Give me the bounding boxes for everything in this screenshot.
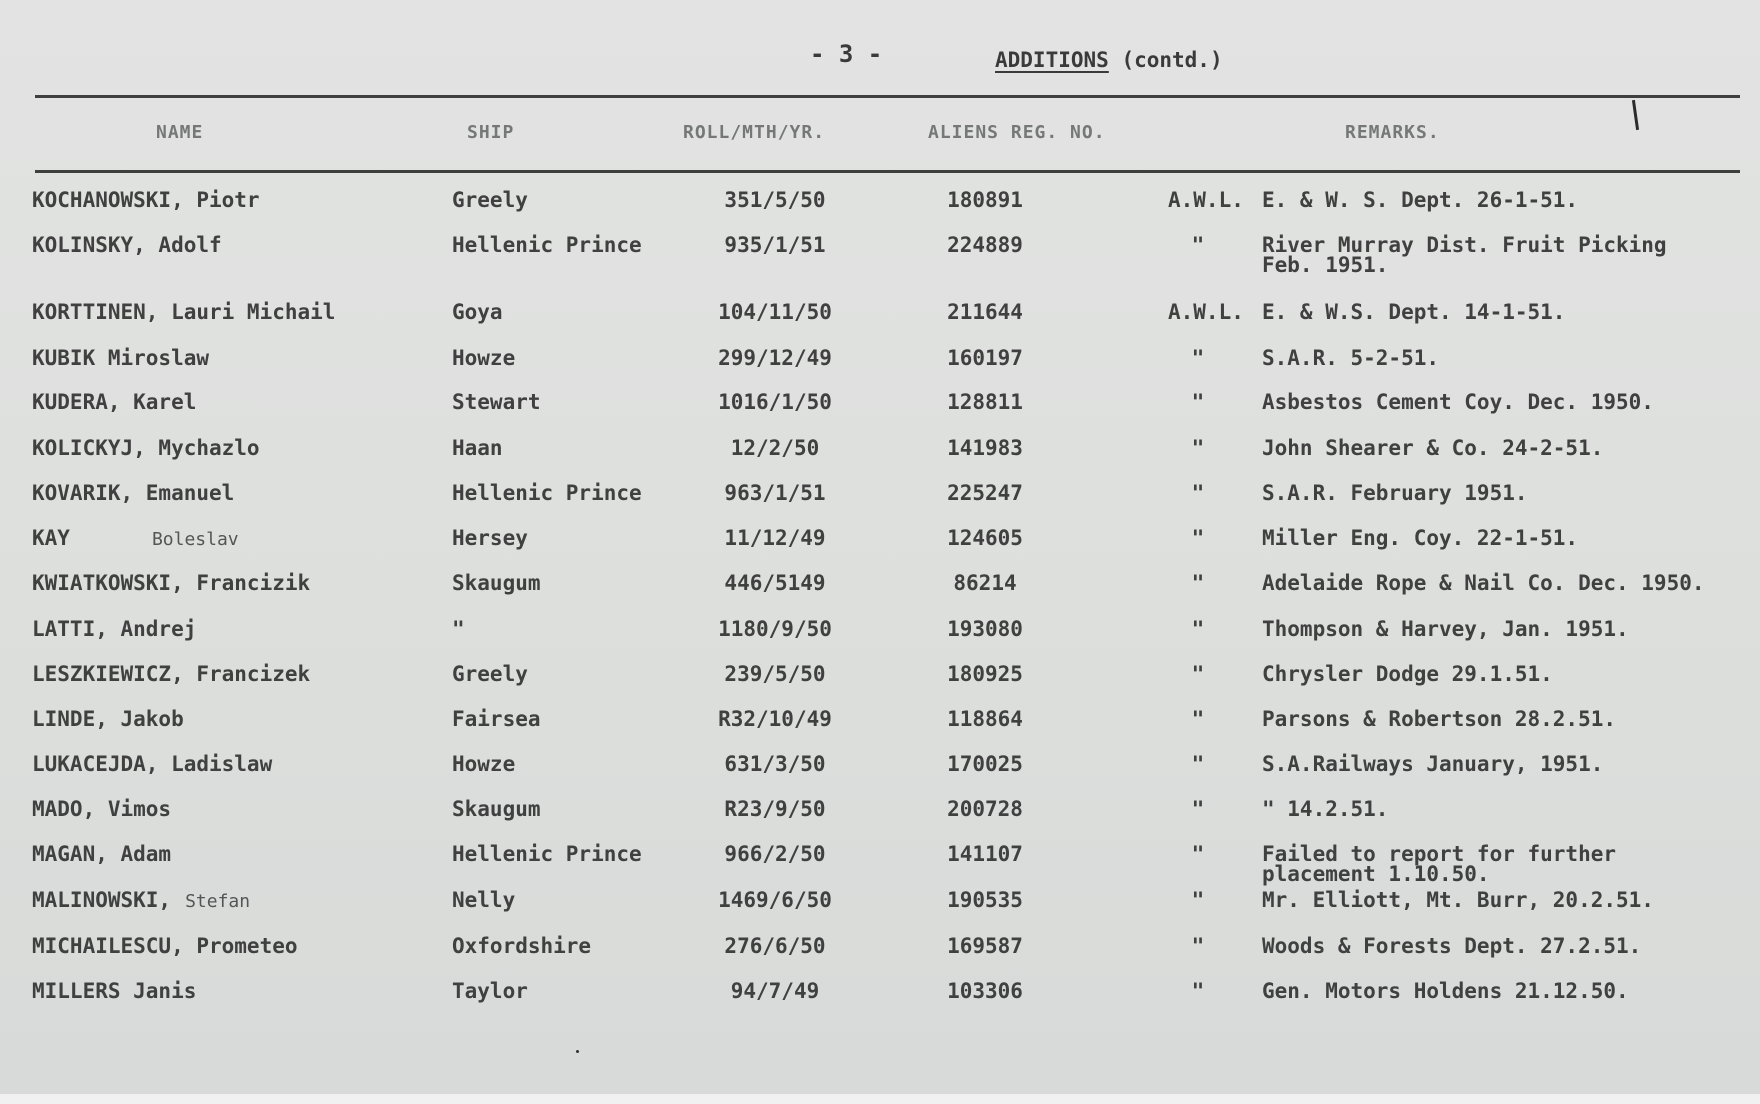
ship-cell: Fairsea bbox=[452, 707, 541, 731]
remark-prefix-cell: " bbox=[1191, 617, 1205, 641]
roll-cell: 94/7/49 bbox=[730, 979, 820, 1003]
name-cell bbox=[32, 233, 222, 257]
remark-prefix-cell: " bbox=[1191, 233, 1205, 257]
ship-cell: Hellenic Prince bbox=[452, 842, 642, 866]
roll-cell: 299/12/49 bbox=[718, 346, 832, 370]
ship-cell: Greely bbox=[452, 188, 528, 212]
ship-cell: Skaugum bbox=[452, 571, 541, 595]
ship-cell: Howze bbox=[452, 346, 516, 370]
remark-cell: Woods & Forests Dept. 27.2.51. bbox=[1262, 934, 1642, 958]
remark-cell: Chrysler Dodge 29.1.51. bbox=[1262, 662, 1553, 686]
remark-prefix-cell: " bbox=[1191, 888, 1205, 912]
remark-cell: Parsons & Robertson 28.2.51. bbox=[1262, 707, 1617, 731]
remark-prefix-cell: " bbox=[1191, 752, 1205, 776]
ship-cell: Stewart bbox=[452, 390, 541, 414]
name-cell bbox=[32, 934, 298, 958]
reg-cell: 86214 bbox=[953, 571, 1017, 595]
name-typed: MADO, Vimos bbox=[32, 797, 172, 821]
table-row bbox=[0, 233, 1760, 277]
name-typed: LUKACEJDA, Ladislaw bbox=[32, 752, 273, 776]
table-row bbox=[0, 526, 1760, 566]
remark-prefix-cell: " bbox=[1191, 436, 1205, 460]
name-cell bbox=[32, 481, 234, 505]
remark-prefix-cell: A.W.L. bbox=[1168, 300, 1244, 324]
name-typed: KOCHANOWSKI, Piotr bbox=[32, 188, 260, 212]
roll-cell: 104/11/50 bbox=[718, 300, 832, 324]
remark-cell: Gen. Motors Holdens 21.12.50. bbox=[1262, 979, 1629, 1003]
paper-speck bbox=[576, 1050, 579, 1053]
remark-prefix-cell: " bbox=[1191, 707, 1205, 731]
name-cell bbox=[32, 571, 310, 595]
name-cell bbox=[32, 842, 171, 866]
name-cell bbox=[32, 526, 239, 550]
ship-cell: Hellenic Prince bbox=[452, 233, 642, 257]
name-cell bbox=[32, 617, 196, 641]
header-rule bbox=[35, 170, 1740, 173]
reg-cell: 224889 bbox=[947, 233, 1023, 257]
roll-cell: 966/2/50 bbox=[724, 842, 826, 866]
table-row bbox=[0, 571, 1760, 611]
remark-cell: E. & W. S. Dept. 26-1-51. bbox=[1262, 188, 1579, 212]
remark-cell: John Shearer & Co. 24-2-51. bbox=[1262, 436, 1604, 460]
reg-cell: 193080 bbox=[947, 617, 1023, 641]
reg-cell: 211644 bbox=[947, 300, 1023, 324]
name-cell bbox=[32, 390, 196, 414]
name-cell bbox=[32, 707, 184, 731]
name-typed: KUDERA, Karel bbox=[32, 390, 197, 414]
reg-cell: 180925 bbox=[947, 662, 1023, 686]
name-cell bbox=[32, 662, 310, 686]
table-row bbox=[0, 707, 1760, 747]
remark-prefix-cell: " bbox=[1191, 571, 1205, 595]
table-row bbox=[0, 617, 1760, 657]
ship-cell: Greely bbox=[452, 662, 528, 686]
column-header-roll: ROLL/MTH/YR. bbox=[683, 122, 826, 143]
name-typed: LESZKIEWICZ, Francizek bbox=[32, 662, 311, 686]
roll-cell: 1469/6/50 bbox=[718, 888, 832, 912]
remark-prefix-cell: " bbox=[1191, 842, 1205, 866]
remark-cell: Asbestos Cement Coy. Dec. 1950. bbox=[1262, 390, 1654, 414]
remark-cell: S.A.R. 5-2-51. bbox=[1262, 346, 1440, 370]
remark-prefix-cell: " bbox=[1191, 390, 1205, 414]
ship-cell: Howze bbox=[452, 752, 516, 776]
name-cell bbox=[32, 979, 196, 1003]
ship-cell: " bbox=[452, 617, 465, 641]
reg-cell: 190535 bbox=[947, 888, 1023, 912]
name-cell bbox=[32, 436, 260, 460]
remark-prefix-cell: " bbox=[1191, 662, 1205, 686]
column-header-reg: ALIENS REG. NO. bbox=[928, 122, 1106, 143]
remark-cell: Adelaide Rope & Nail Co. Dec. 1950. bbox=[1262, 571, 1705, 595]
table-row bbox=[0, 979, 1760, 1019]
remark-prefix-cell: " bbox=[1191, 797, 1205, 821]
name-cell bbox=[32, 752, 272, 776]
table-row bbox=[0, 188, 1760, 228]
name-typed: KWIATKOWSKI, Francizik bbox=[32, 571, 311, 595]
table-row bbox=[0, 934, 1760, 974]
name-typed: KAY bbox=[32, 526, 70, 550]
reg-cell: 103306 bbox=[947, 979, 1023, 1003]
remark-prefix-cell: " bbox=[1191, 934, 1205, 958]
table-row bbox=[0, 481, 1760, 521]
column-header-name: NAME bbox=[156, 122, 204, 143]
name-typed: KOVARIK, Emanuel bbox=[32, 481, 235, 505]
roll-cell: 239/5/50 bbox=[724, 662, 826, 686]
top-rule bbox=[35, 95, 1740, 98]
table-row bbox=[0, 842, 1760, 886]
table-row bbox=[0, 752, 1760, 792]
name-handwritten: Boleslav bbox=[151, 529, 239, 550]
roll-cell: 631/3/50 bbox=[724, 752, 826, 776]
ship-cell: Nelly bbox=[452, 888, 516, 912]
name-typed: LATTI, Andrej bbox=[32, 617, 197, 641]
ship-cell: Goya bbox=[452, 300, 503, 324]
table-row bbox=[0, 390, 1760, 430]
roll-cell: 935/1/51 bbox=[724, 233, 826, 257]
ship-cell: Taylor bbox=[452, 979, 528, 1003]
column-header-remarks: REMARKS. bbox=[1345, 122, 1440, 143]
ship-cell: Hellenic Prince bbox=[452, 481, 642, 505]
name-typed: MICHAILESCU, Prometeo bbox=[32, 934, 298, 958]
roll-cell: 963/1/51 bbox=[724, 481, 826, 505]
name-typed: KOLICKYJ, Mychazlo bbox=[32, 436, 260, 460]
remark-cell: E. & W.S. Dept. 14-1-51. bbox=[1262, 300, 1566, 324]
ship-cell: Haan bbox=[452, 436, 503, 460]
name-typed: KOLINSKY, Adolf bbox=[32, 233, 222, 257]
table-row bbox=[0, 300, 1760, 340]
table-row bbox=[0, 346, 1760, 386]
remark-cell: S.A.Railways January, 1951. bbox=[1262, 752, 1604, 776]
ship-cell: Oxfordshire bbox=[452, 934, 592, 958]
name-typed: LINDE, Jakob bbox=[32, 707, 184, 731]
reg-cell: 124605 bbox=[947, 526, 1023, 550]
reg-cell: 225247 bbox=[947, 481, 1023, 505]
name-cell bbox=[32, 300, 335, 324]
reg-cell: 118864 bbox=[947, 707, 1023, 731]
name-cell bbox=[32, 188, 260, 212]
roll-cell: R23/9/50 bbox=[724, 797, 826, 821]
reg-cell: 180891 bbox=[947, 188, 1023, 212]
name-typed: MAGAN, Adam bbox=[32, 842, 172, 866]
name-cell bbox=[32, 797, 171, 821]
roll-cell: 12/2/50 bbox=[730, 436, 820, 460]
remark-cell: Thompson & Harvey, Jan. 1951. bbox=[1262, 617, 1629, 641]
page-title bbox=[995, 48, 1223, 72]
roll-cell: 276/6/50 bbox=[724, 934, 826, 958]
remark-cell: River Murray Dist. Fruit Picking Feb. 1951. bbox=[1262, 233, 1667, 277]
reg-cell: 141983 bbox=[947, 436, 1023, 460]
name-cell bbox=[32, 346, 209, 370]
roll-cell: 351/5/50 bbox=[724, 188, 826, 212]
remark-prefix-cell: " bbox=[1191, 346, 1205, 370]
roll-cell: 446/5149 bbox=[724, 571, 826, 595]
page-title-main: ADDITIONS bbox=[995, 48, 1109, 72]
reg-cell: 169587 bbox=[947, 934, 1023, 958]
reg-cell: 141107 bbox=[947, 842, 1023, 866]
remark-cell: S.A.R. February 1951. bbox=[1262, 481, 1528, 505]
remark-cell: Mr. Elliott, Mt. Burr, 20.2.51. bbox=[1262, 888, 1654, 912]
name-cell bbox=[32, 888, 250, 912]
ship-cell: Skaugum bbox=[452, 797, 541, 821]
name-typed: KUBIK Miroslaw bbox=[32, 346, 210, 370]
remark-cell: Failed to report for further placement 1.10.50. bbox=[1262, 842, 1617, 886]
remark-prefix-cell: A.W.L. bbox=[1168, 188, 1244, 212]
table-row bbox=[0, 888, 1760, 928]
roll-cell: 11/12/49 bbox=[724, 526, 826, 550]
remark-prefix-cell: " bbox=[1191, 481, 1205, 505]
remark-prefix-cell: " bbox=[1191, 526, 1205, 550]
column-header-ship: SHIP bbox=[467, 122, 515, 143]
remark-prefix-cell: " bbox=[1191, 979, 1205, 1003]
name-handwritten: Stefan bbox=[185, 891, 251, 912]
name-typed: MILLERS Janis bbox=[32, 979, 197, 1003]
reg-cell: 128811 bbox=[947, 390, 1023, 414]
remark-cell: Miller Eng. Coy. 22-1-51. bbox=[1262, 526, 1579, 550]
table-row bbox=[0, 662, 1760, 702]
roll-cell: 1016/1/50 bbox=[718, 390, 832, 414]
page-title-suffix: (contd.) bbox=[1121, 48, 1223, 72]
table-row bbox=[0, 436, 1760, 476]
name-typed: KORTTINEN, Lauri Michail bbox=[32, 300, 336, 324]
name-typed: MALINOWSKI, bbox=[32, 888, 172, 912]
roll-cell: 1180/9/50 bbox=[718, 617, 832, 641]
roll-cell: R32/10/49 bbox=[718, 707, 832, 731]
reg-cell: 170025 bbox=[947, 752, 1023, 776]
reg-cell: 160197 bbox=[947, 346, 1023, 370]
reg-cell: 200728 bbox=[947, 797, 1023, 821]
ship-cell: Hersey bbox=[452, 526, 528, 550]
table-row bbox=[0, 797, 1760, 837]
remark-cell: " 14.2.51. bbox=[1262, 797, 1389, 821]
pencil-mark bbox=[1632, 100, 1639, 130]
page-number: - 3 - bbox=[810, 40, 883, 68]
